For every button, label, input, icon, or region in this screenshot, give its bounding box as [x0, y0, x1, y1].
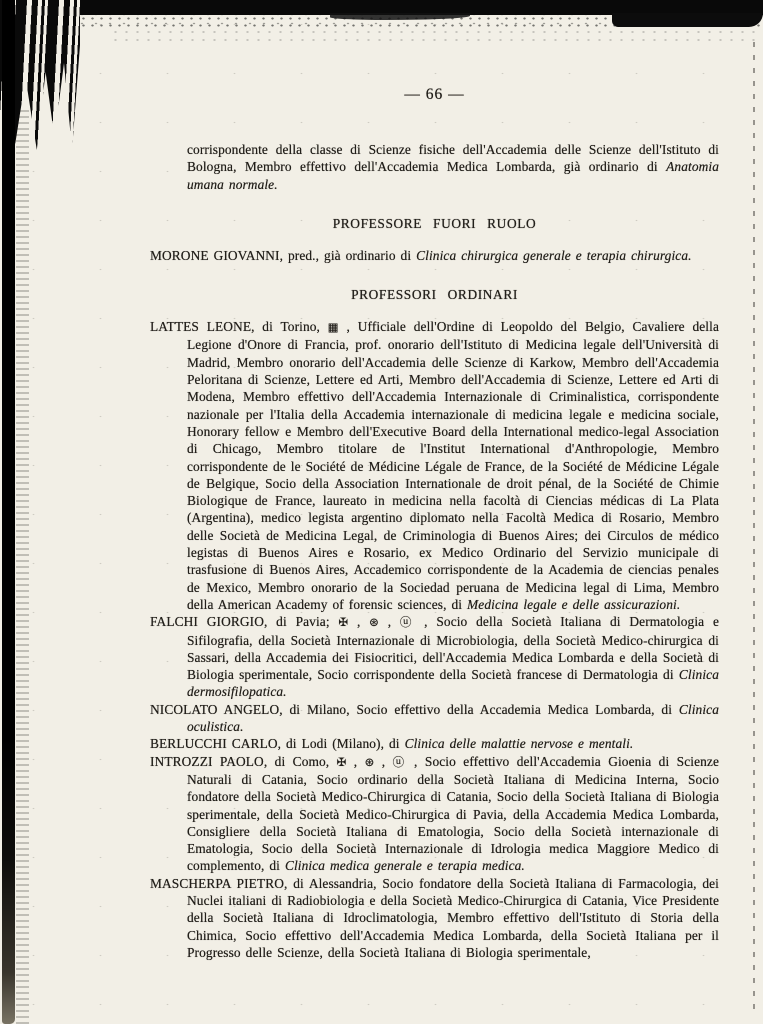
- italic-title-text: Clinica delle malattie nervose e mentali.: [404, 736, 634, 752]
- medal-icon: ✠: [338, 615, 349, 630]
- medal-icon: ▦: [327, 320, 339, 335]
- italic-title-text: Anatomia umana normale.: [187, 159, 719, 192]
- text-run: ,: [374, 753, 393, 769]
- text-run: , Socio della Società Italiana di Dermatologia e Sifilografia, della Società Internazionale di Microbiologia, della Società Medico-chirurgica di Sassari, della Accademia dei Fisiocritici, dell'Accademia Medica Lombarda e della Società di Biologia sperimentale, Socio corrispondente della Società francese di Dermatologia di: [187, 614, 720, 683]
- scan-top-blotch: [612, 13, 763, 27]
- scan-noise-strip: [110, 28, 763, 44]
- entry-paragraph: [150, 875, 719, 961]
- italic-title-text: Clinica dermosifilopatica.: [187, 667, 719, 700]
- text-run: ,: [348, 614, 370, 630]
- medal-icon: ✠: [336, 754, 347, 769]
- text-run: LATTES LEONE, di Torino,: [150, 319, 328, 335]
- text-run: INTROZZI PAOLO, di Como,: [150, 753, 337, 769]
- entry-paragraph: [150, 247, 719, 264]
- text-run: MASCHERPA PIETRO, di Alessandria, Socio fondatore della Società Italiana di Farmacologia, dei Nuclei italiani di Radiobiologia e della Società Medico-Chirurgica di Catania, Vice Presidente della Società Italiana di Idroclimatologia, Membro effettivo dell'Istituto di Storia della Chimica, Socio effettivo dell'Accademia Medica Lombarda, della Società Italiana per il Progresso delle Scienze, della Società Italiana di Biologia sperimentale,: [150, 875, 719, 960]
- text-run: , Socio effettivo dell'Accademia Gioenia di Scienze Naturali di Catania, Socio ordinario della Società Italiana di Medicina Interna, Socio fondatore della Società Medico-Chirurgica di Catania, Socio della Società Italiana di Biologia sperimentale, della Società Medico-Chirurgica di Pavia, della Accademia Medica Lombarda, Consigliere della Società Italiana di Ematologia, Socio della Società internazionale di Ematologia, Socio della Società Internazionale di Idrologia medica Maggiore Medico di complemento, di: [187, 753, 720, 874]
- scan-left-band: [2, 0, 15, 1024]
- scan-left-speckle: [16, 110, 29, 1024]
- page-number: — 66 —: [404, 86, 465, 103]
- entry-paragraph: [150, 701, 719, 736]
- italic-title-text: Medicina legale e delle assicurazioni.: [467, 596, 681, 612]
- medal-icon: ⊛: [369, 615, 379, 630]
- medal-icon: ⓤ: [392, 754, 407, 769]
- text-run: NICOLATO ANGELO, di Milano, Socio effettivo della Accademia Medica Lombarda, di: [150, 701, 679, 717]
- sections-container: [150, 216, 719, 961]
- italic-title-text: Clinica medica generale e terapia medica.: [284, 858, 525, 874]
- scan-right-dashed-edge: [753, 42, 755, 1014]
- text-run: ,: [346, 753, 365, 769]
- text-run: , Ufficiale dell'Ordine di Leopoldo del Belgio, Cavaliere della Legione d'Onore di Francia, prof. onorario dell'Istituto di Medicina legale dell'Università di Madrid, Membro onorario dell'Accademia delle Scienze di Karkow, Membro dell'Accademia Peloritana di Scienze, Lettere ed Arti, Membro dell'Accademia di Scienze, Lettere ed Arti di Modena, Membro effettivo dell'Accademia Internazionale di Criminalistica, corrispondente nazionale per l'Italia della Accademia internazionale di medicina legale e medicina sociale, Honorary fellow e Membro dell'Executive Board della International medico-legal Association di Chicago, Membro titolare de l'Institut International d'Anthropologie, Membro corrispondente de le Société de Médicine Légale de France, de la Société de Médicine Légale de Belgique, Socio della Association Internationale de droit pénal, de la Société de Chimie Biologique de France, laureato in medicina nella facoltà di Ciencias médicas di La Plata (Argentina), medico legista argentino diplomato nella Facoltà Medica di Rosario, Membro delle Società de Medicina Legal, de Criminologia di Buenos Aires; dei Circulos de médico legistas di Buenos Aires e Rosario, ex Medico Ordinario del Servizio municipale di trasfusione di Buenos Aires, Accademico corrispondente de la Academia de ciencias penales de Mexico, Membro onorario de la Sociedad peruana de Medicina legal di Lima, Membro della American Academy of forensic sciences, di: [187, 319, 719, 612]
- entry-paragraph: [150, 735, 719, 752]
- italic-title-text: Clinica oculistica.: [187, 701, 719, 735]
- medal-icon: ⊛: [364, 754, 375, 769]
- italic-title-text: Clinica chirurgica generale e terapia chirurgica.: [416, 247, 692, 263]
- text-run: ,: [378, 614, 400, 630]
- entry-paragraph: [150, 318, 719, 613]
- medal-icon: ⓤ: [399, 615, 416, 630]
- text-run: MORONE GIOVANNI, pred., già ordinario di: [150, 247, 417, 263]
- section-heading: PROFESSORE FUORI RUOLO: [332, 215, 537, 231]
- entry-paragraph: [150, 613, 720, 700]
- text-run: BERLUCCHI CARLO, di Lodi (Milano), di: [150, 736, 405, 752]
- entry-paragraph: [150, 753, 720, 875]
- text-run: FALCHI GIORGIO, di Pavia;: [150, 614, 339, 630]
- section-heading: PROFESSORI ORDINARI: [351, 287, 518, 303]
- page-content: [150, 86, 719, 961]
- text-run: corrispondente della classe di Scienze fisiche dell'Accademia delle Scienze dell'Istituto di Bologna, Membro effettivo dell'Accademia Medica Lombarda, già ordinario di: [187, 142, 719, 175]
- intro-paragraph: [187, 141, 719, 193]
